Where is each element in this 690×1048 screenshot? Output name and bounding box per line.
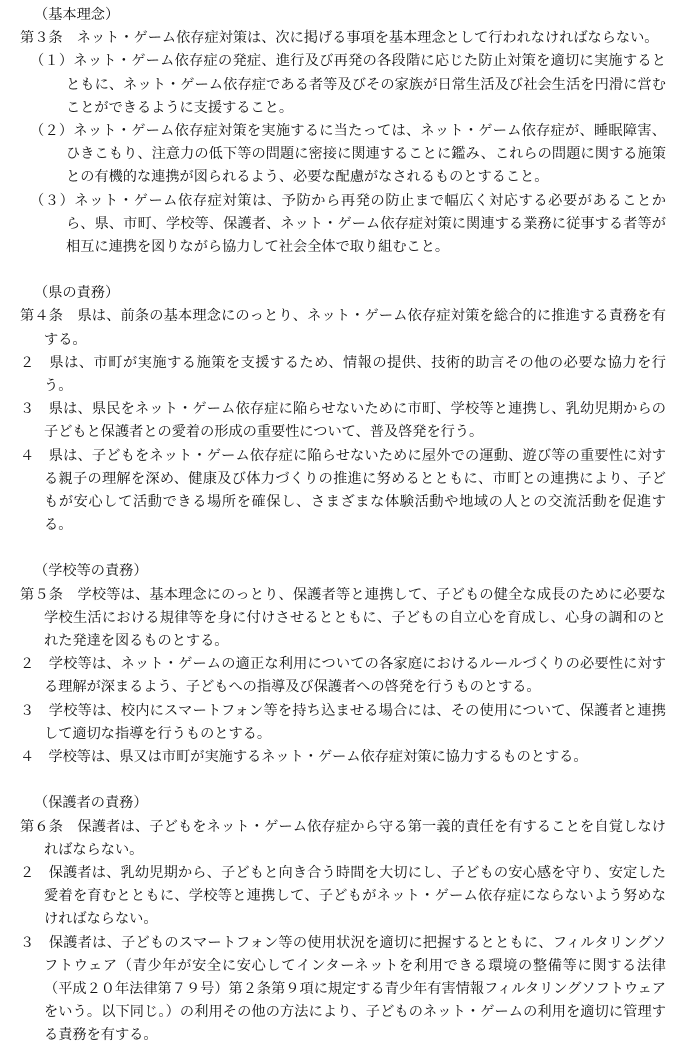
- section-heading: （保護者の責務）: [34, 795, 148, 812]
- spacer: [20, 259, 666, 282]
- article-5-paragraph-2: ２ 学校等は、ネット・ゲームの適正な利用についての各家庭におけるルールづくりの必要性に対する理解が深まるよう、子どもへの指導及び保護者への啓発を行うものとする。: [20, 656, 666, 696]
- article-4-paragraph-4: ４ 県は、子どもをネット・ゲーム依存症に陥らせないために屋外での運動、遊び等の重要性に対する親子の理解を深め、健康及び体力づくりの推進に努めるとともに、市町との連携により、子どもが安心して活動できる場所を確保し、さまざまな体験活動や地域の人との交流活動を促進する。: [20, 447, 666, 534]
- section-guardian-duties: [20, 792, 666, 1047]
- article-4-paragraph-2: ２ 県は、市町が実施する施策を支援するため、情報の提供、技術的助言その他の必要な協力を行う。: [20, 354, 666, 395]
- section-prefecture-duties: [20, 282, 666, 537]
- article-5: 第５条 学校等は、基本理念にのっとり、保護者等と連携して、子どもの健全な成長のために必要な学校生活における規律等を身に付けさせるとともに、子どもの自立心を育成し、心身の調和のとれた発達を図るものとする。: [20, 586, 666, 650]
- article-5-paragraph-3: ３ 学校等は、校内にスマートフォン等を持ち込ませる場合には、その使用について、保護者と連携して適切な指導を行うものとする。: [20, 702, 666, 742]
- article-4-paragraph-3: ３ 県は、県民をネット・ゲーム依存症に陥らせないために市町、学校等と連携し、乳幼児期からの子どもと保護者との愛着の形成の重要性について、普及啓発を行う。: [20, 401, 666, 441]
- spacer: [20, 537, 666, 560]
- article-3-item-2: （２）ネット・ゲーム依存症対策を実施するに当たっては、ネット・ゲーム依存症が、睡眠障害、ひきこもり、注意力の低下等の問題に密接に関連することに鑑み、これらの問題に関する施策との有機的な連携が図られるよう、必要な配慮がなされるものとすること。: [30, 123, 666, 186]
- article-3: 第３条 ネット・ゲーム依存症対策は、次に掲げる事項を基本理念として行われなければならない。: [20, 30, 659, 47]
- section-heading: （学校等の責務）: [34, 563, 148, 580]
- article-3-item-3: （３）ネット・ゲーム依存症対策は、予防から再発の防止まで幅広く対応する必要があることから、県、市町、学校等、保護者、ネット・ゲーム依存症対策に関連する業務に従事する者等が相互に連携を図りながら協力して社会全体で取り組むこと。: [30, 192, 666, 256]
- section-school-duties: [20, 560, 666, 769]
- section-basic-principles: [20, 4, 666, 259]
- article-6-paragraph-2: ２ 保護者は、乳幼児期から、子どもと向き合う時間を大切にし、子どもの安心感を守り、安定した愛着を育むとともに、学校等と連携して、子どもがネット・ゲーム依存症にならないよう努めなければならない。: [20, 864, 666, 928]
- section-heading: （県の責務）: [34, 285, 120, 302]
- article-5-paragraph-4: ４ 学校等は、県又は市町が実施するネット・ゲーム依存症対策に協力するものとする。: [20, 749, 588, 766]
- spacer: [20, 769, 666, 792]
- section-heading: （基本理念）: [34, 7, 120, 23]
- article-6-paragraph-3: ３ 保護者は、子どものスマートフォン等の使用状況を適切に把握するとともに、フィルタリングソフトウェア（青少年が安全に安心してインターネットを利用できる環境の整備等に関する法律（平成２０年法律第７９号）第２条第９項に規定する青少年有害情報フィルタリングソフトウェアをいう。以下同じ。）の利用その他の方法により、子どものネット・ゲームの利用を適切に管理する責務を有する。: [20, 934, 666, 1044]
- article-6: 第６条 保護者は、子どもをネット・ゲーム依存症から守る第一義的責任を有することを自覚しなければならない。: [20, 818, 666, 858]
- article-4: 第４条 県は、前条の基本理念にのっとり、ネット・ゲーム依存症対策を総合的に推進する責務を有する。: [20, 308, 666, 348]
- article-3-item-1: （１）ネット・ゲーム依存症の発症、進行及び再発の各段階に応じた防止対策を適切に実施するとともに、ネット・ゲーム依存症である者等及びその家族が日常生活及び社会生活を円滑に営むことができるように支援すること。: [30, 53, 666, 116]
